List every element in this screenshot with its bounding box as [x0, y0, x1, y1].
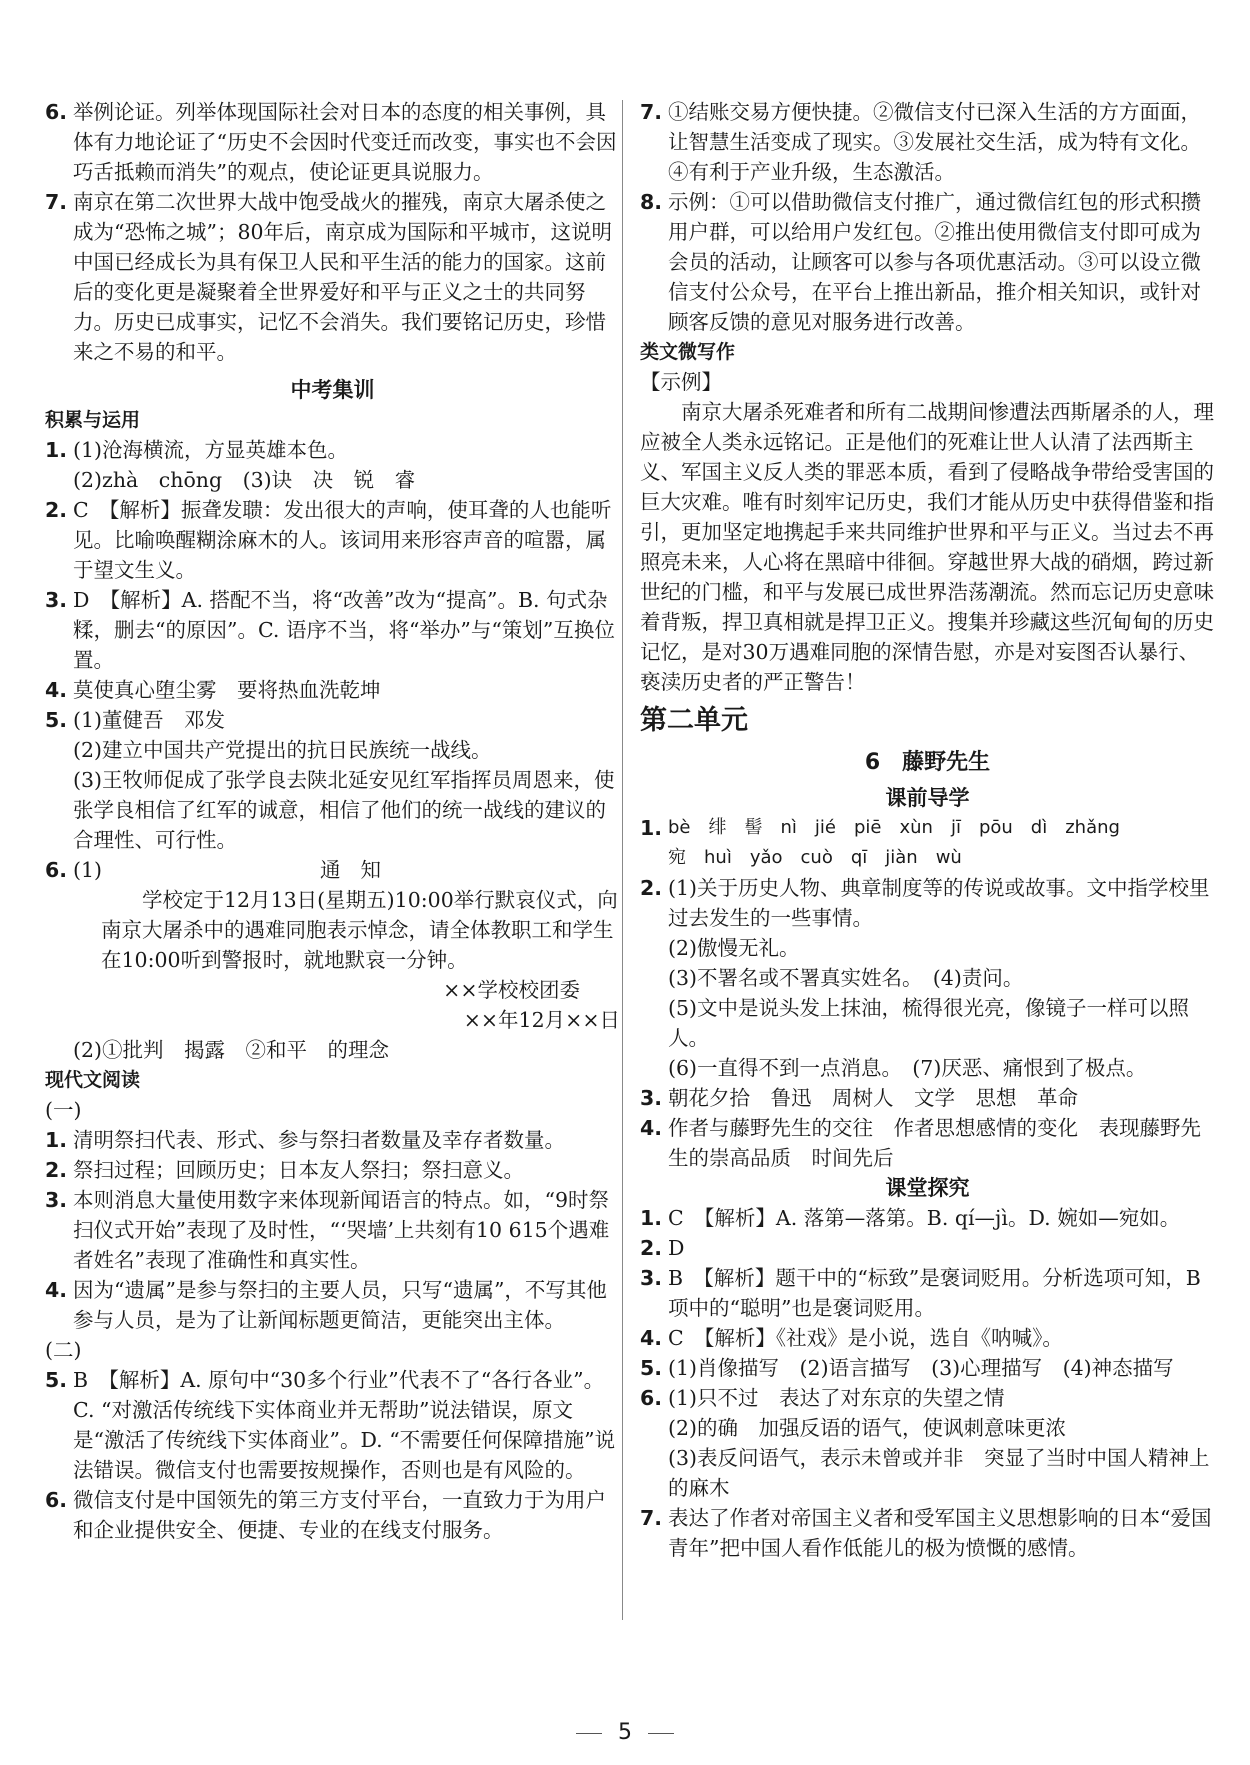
answer-a1: 1. (1)沧海横流，方显英雄本色。 (2)zhà chōng (3)诀 决 锐 睿 [45, 438, 416, 492]
answer-a5: 5. (1)董健吾 邓发 (2)建立中国共产党提出的抗日民族统一战线。 (3)王牧师促成了张学良去陕北延安见红军指挥员周恩来，使张学良相信了红军的诚意，相信了他们的统一战线的建议的合理性、可行性。 [45, 708, 615, 852]
column-divider [622, 100, 623, 1620]
example-essay: 南京大屠杀死难者和所有二战期间惨遭法西斯屠杀的人，理应被全人类永远铭记。正是他们的死难让世人认清了法西斯主义、军国主义反人类的罪恶本质，看到了侵略战争带给受害国的巨大灾难。唯有时刻牢记历史，我们才能从历史中获得借鉴和指引，更加坚定地携起手来共同维护世界和平与正义。当过去不再照亮未来，人心将在黑暗中徘徊。穿越世界大战的硝烟，跨过新世纪的门槛，和平与发展已成世界浩荡潮流。然而忘记历史意味着背叛，捍卫真相就是捍卫正义。搜集并珍藏这些沉甸甸的历史记忆，是对30万遇难同胞的深情告慰，亦是对妄图否认暴行、亵渎历史者的严正警告！ [640, 400, 1214, 694]
answer-c1: 1. bè 绯 髻 nì jié piē xùn jī pōu dì zhǎng 宛 huì yǎo cuò qī jiàn wù [640, 816, 1120, 868]
unit-title: 第二单元 [640, 705, 748, 736]
page-number-value: 5 [618, 1720, 632, 1745]
notice [73, 855, 620, 1035]
answer-a2: 2. C 【解析】振聋发聩：发出很大的声响，使耳聋的人也能听见。比喻唤醒糊涂麻木的人。该词用来形容声音的喧嚣，属于望文生义。 [45, 498, 612, 582]
page-number-dash-right [648, 1733, 674, 1734]
answer-d1: 1. C 【解析】A. 落第—落第。B. qí—jì。D. 婉如—宛如。 [640, 1206, 1181, 1230]
answer-c4: 4. 作者与藤野先生的交往 作者思想感情的变化 表现藤野先生的崇高品质 时间先后 [640, 1116, 1201, 1170]
answer-b3: 3. 本则消息大量使用数字来体现新闻语言的特点。如，“9时祭扫仪式开始”表现了及时性，“‘哭墙’上共刻有10 615个遇难者姓名”表现了准确性和真实性。 [45, 1188, 610, 1272]
answer-7: 7. 南京在第二次世界大战中饱受战火的摧残，南京大屠杀使之成为“恐怖之城”；80年后，南京成为国际和平城市，这说明中国已经成长为具有保卫人民和平生活的能力的国家。这前后的变化更是凝聚着全世界爱好和平与正义之士的共同努力。历史已成事实，记忆不会消失。我们要铭记历史，珍惜来之不易的和平。 [45, 190, 613, 364]
example-label: 【示例】 [640, 370, 722, 394]
answer-c2: 2. (1)关于历史人物、典章制度等的传说或故事。文中指学校里过去发生的一些事情。 (2)傲慢无礼。 (3)不署名或不署真实姓名。 (4)责问。 (5)文中是说头发上抹油，梳得很光亮，像镜子一样可以照人。 (6)一直得不到一点消息。 (7)厌恶、痛恨到了极点。 [640, 876, 1210, 1080]
section-title-ktts: 课堂探究 [885, 1176, 970, 1200]
subsection-title-jilei: 积累与运用 [45, 409, 141, 431]
answer-d5: 5. (1)肖像描写 (2)语言描写 (3)心理描写 (4)神态描写 [640, 1356, 1174, 1380]
subsection-title-leiwen: 类文微写作 [640, 341, 736, 363]
answer-r8: 8. 示例：①可以借助微信支付推广，通过微信红包的形式积攒用户群，可以给用户发红包。②推出使用微信支付即可成为会员的活动，让顾客可以参与各项优惠活动。③可以设立微信支付公众号，在平台上推出新品，推介相关知识，或针对顾客反馈的意见对服务进行改善。 [640, 190, 1201, 334]
section-title-kqdx: 课前导学 [885, 786, 970, 810]
answer-6: 6. 举例论证。列举体现国际社会对日本的态度的相关事例，具体有力地论证了“历史不会因时代变迁而改变，事实也不会因巧舌抵赖而消失”的观点，使论证更具说服力。 [45, 100, 617, 184]
answer-a3: 3. D 【解析】A. 搭配不当，将“改善”改为“提高”。B. 句式杂糅，删去“的原因”。C. 语序不当，将“举办”与“策划”互换位置。 [45, 588, 615, 672]
section-title-zhongkao: 中考集训 [290, 378, 375, 402]
notice-body: 学校定于12月13日(星期五)10:00举行默哀仪式，向南京大屠杀中的遇难同胞表示悼念，请全体教职工和学生在10:00听到警报时，就地默哀一分钟。 [101, 888, 618, 972]
answer-d6: 6. (1)只不过 表达了对东京的失望之情 (2)的确 加强反语的语气，使讽刺意味更浓 (3)表反问语气，表示未曾或并非 突显了当时中国人精神上的麻木 [640, 1386, 1210, 1500]
left-column [45, 97, 620, 1545]
subsection-title-xiandai: 现代文阅读 [45, 1069, 141, 1091]
right-column [640, 97, 1215, 1563]
page-number [0, 1720, 1250, 1745]
answer-b5: 5. B 【解析】A. 原句中“30多个行业”代表不了“各行各业”。C. “对激活传统线下实体商业并无帮助”说法错误，原文是“激活了传统线下实体商业”。D. “不需要任何保障措施”说法错误。微信支付也需要按规操作，否则也是有风险的。 [45, 1368, 616, 1482]
notice-date: ××年12月××日 [463, 1008, 620, 1032]
answer-b6: 6. 微信支付是中国领先的第三方支付平台，一直致力于为用户和企业提供安全、便捷、专业的在线支付服务。 [45, 1488, 606, 1542]
answer-d4: 4. C 【解析】《社戏》是小说，选自《呐喊》。 [640, 1326, 1063, 1350]
answer-d3: 3. B 【解析】题干中的“标致”是褒词贬用。分析选项可知，B项中的“聪明”也是褒词贬用。 [640, 1266, 1201, 1320]
answer-c3: 3. 朝花夕拾 鲁迅 周树人 文学 思想 革命 [640, 1086, 1078, 1110]
answer-b4: 4. 因为“遗属”是参与祭扫的主要人员，只写“遗属”，不写其他参与人员，是为了让新闻标题更简洁，更能突出主体。 [45, 1278, 607, 1332]
answer-b2: 2. 祭扫过程；回顾历史；日本友人祭扫；祭扫意义。 [45, 1158, 524, 1182]
answer-b1: 1. 清明祭扫代表、形式、参与祭扫者数量及幸存者数量。 [45, 1128, 565, 1152]
answer-a4: 4. 莫使真心堕尘雾 要将热血洗乾坤 [45, 678, 381, 702]
lesson-title: 6 藤野先生 [864, 750, 991, 775]
answer-a6: 6. (1) 通知 学校定于12月13日(星期五)10:00举行默哀仪式，向南京大屠杀中的遇难同胞表示悼念，请全体教职工和学生在10:00听到警报时，就地默哀一分钟。 ××学校校团委 ××年12月××日 (2)①批判 揭露 ②和平 的理念 [45, 855, 620, 1065]
part-label-1: (一) [45, 1098, 82, 1122]
page-number-dash-left [576, 1733, 602, 1734]
answer-d7: 7. 表达了作者对帝国主义者和受军国主义思想影响的日本“爱国青年”把中国人看作低能儿的极为愤慨的感情。 [640, 1506, 1212, 1560]
notice-title: 通知 [320, 858, 401, 882]
answer-d2: 2. D [640, 1236, 685, 1260]
notice-signature: ××学校校团委 [443, 978, 580, 1002]
answer-r7: 7. ①结账交易方便快捷。②微信支付已深入生活的方方面面，让智慧生活变成了现实。③发展社交生活，成为特有文化。④有利于产业升级，生态激活。 [640, 100, 1201, 184]
part-label-2: (二) [45, 1338, 82, 1362]
